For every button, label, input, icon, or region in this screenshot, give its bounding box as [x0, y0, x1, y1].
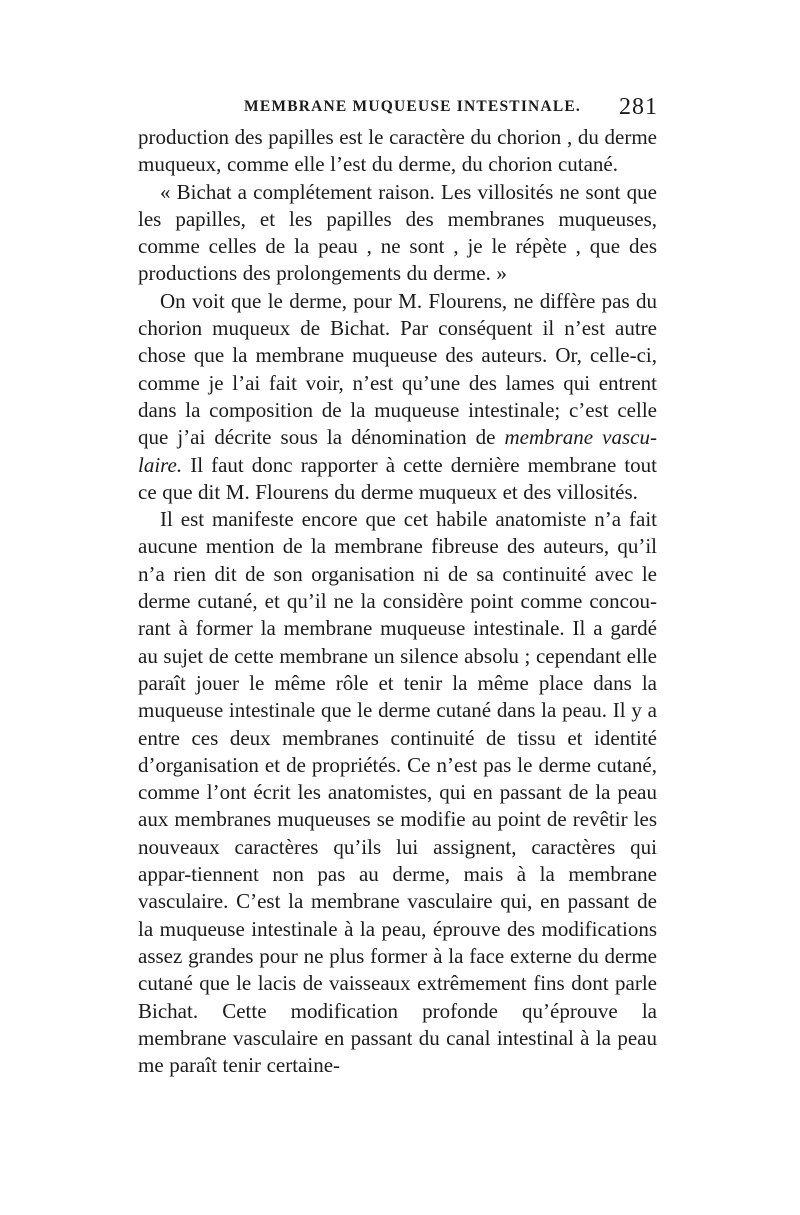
paragraph-2 — [138, 179, 657, 288]
paragraph-1 — [138, 124, 657, 179]
italic-term: membrane vascu-laire. — [138, 425, 657, 477]
paragraph-text: Il est manifeste encore que cet habile anatomiste n’a fait aucune mention de la membrane fibreuse des auteurs, qu’il n’a rien dit de son organisation ni de sa continuité avec le derme cutané, et qu’il ne la considère point comme concou-rant à former la membrane muqueuse intestinale. Il a gardé au sujet de cette membrane un silence absolu ; cependant elle paraît jouer le même rôle et tenir la même place dans la muqueuse intestinale que le derme cutané dans la peau. Il y a entre ces deux membranes continuité de tissu et identité d’organisation et de propriétés. Ce n’est pas le derme cutané, comme l’ont écrit les anatomistes, qui en passant de la peau aux membranes muqueuses se modifie au point de revêtir les nouveaux caractères qu’ils lui assignent, caractères qui appar-tiennent non pas au derme, mais à la membrane vasculaire. C’est la membrane vasculaire qui, en passant de la muqueuse intestinale à la peau, éprouve des modifications assez grandes pour ne plus former à la face externe du derme cutané que le lacis de vaisseaux extrêmement fins dont parle Bichat. Cette modification profonde qu’éprouve la membrane vasculaire en passant du canal intestinal à la peau me paraît tenir certaine- — [138, 507, 657, 1078]
body-text — [138, 124, 657, 1079]
paragraph-4 — [138, 506, 657, 1079]
running-title: MEMBRANE MUQUEUSE INTESTINALE. — [244, 98, 582, 115]
page-number: 281 — [619, 94, 658, 120]
paragraph-3 — [138, 288, 657, 506]
paragraph-text: On voit que le derme, pour M. Flourens, ne diffère pas du chorion muqueux de Bichat. Par conséquent il n’est autre chose que la membrane muqueuse des auteurs. Or, celle-ci, comme je l’ai fait voir, n’est qu’une des lames qui entrent dans la composition de la muqueuse intestinale; c’est celle que j’ai décrite sous la dénomination de — [138, 288, 657, 450]
paragraph-text: « Bichat a complétement raison. Les villosités ne sont que les papilles, et les papilles des membranes muqueuses, comme celles de la peau , ne sont , je le répète , que des productions des prolongements du derme. » — [138, 179, 657, 286]
paragraph-text: Il faut donc rapporter à cette dernière membrane tout ce que dit M. Flourens du derme muqueux et des villosités. — [138, 452, 657, 504]
paragraph-text: production des papilles est le caractère du chorion , du derme muqueux, comme elle l’est du derme, du chorion cutané. — [138, 125, 657, 177]
running-head — [138, 92, 658, 122]
